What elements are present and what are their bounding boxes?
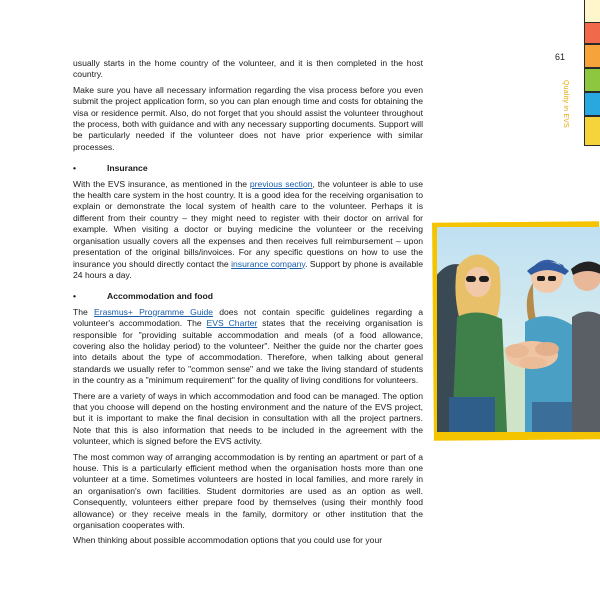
- text-run: The: [73, 306, 94, 317]
- insurance-paragraph: [73, 179, 423, 282]
- insurance-heading: [73, 163, 423, 174]
- insurance-heading-text: Insurance: [107, 163, 148, 174]
- document-body: [73, 58, 423, 551]
- bullet-icon: •: [73, 291, 77, 302]
- insurance-company-link[interactable]: insurance company: [231, 258, 306, 269]
- text-run: does not contain specific guidelines regarding a volunteer's accommodation. The: [73, 306, 423, 329]
- text-run: , the volunteer is able to use the health care system in the host country. It is a good idea for the receiving organisation to explain or demonstrate the local system of health care to the volunteer. Perhaps it is different from their country – they might need to register with their doctor on arrival for example. When visiting a doctor or buying medicine the volunteer or the receiving organisation usually covers all the expenses and then receives full reimbursement – upon presentation of the original bills/invoices. For any specific questions on how to use the insurance you should directly contact the: [73, 178, 423, 269]
- side-tab-edge: [584, 0, 600, 22]
- group-photo: [437, 227, 600, 432]
- accommodation-heading: [73, 291, 423, 302]
- accommodation-paragraph-2: There are a variety of ways in which accommodation and food can be managed. The option that you choose will depend on the hosting environment and the nature of the EVS project, but it is important to make the final decision in consultation with all the project partners. Note that this is also information that needs to be included in the agreement with the volunteer, which is signed before the EVS activity.: [73, 390, 423, 447]
- side-section-label: Quality in EVS: [562, 80, 569, 128]
- intro-paragraph-1: usually starts in the home country of the volunteer, and it is then completed in the host country.: [73, 58, 423, 80]
- accommodation-heading-text: Accommodation and food: [107, 291, 213, 302]
- chapter-tab-5[interactable]: [584, 116, 600, 146]
- group-photo-illustration: [437, 227, 600, 432]
- page-number: 61: [555, 52, 566, 62]
- accommodation-paragraph-1: [73, 307, 423, 387]
- intro-paragraph-2: Make sure you have all necessary information regarding the visa process before you even submit the project application form, so you can plan enough time and costs for obtaining the visa or residence permit. Also, do not forget that you should assist the volunteer throughout the process, both with guidance and with any necessary supporting documents. Support will be particularly needed if the volunteer does not have prior experience with similar processes.: [73, 84, 423, 152]
- chapter-tab-4[interactable]: [584, 92, 600, 116]
- accommodation-paragraph-4: When thinking about possible accommodation options that you could use for your: [73, 535, 383, 546]
- bullet-icon: •: [73, 163, 77, 174]
- text-run: With the EVS insurance, as mentioned in the: [73, 178, 250, 189]
- evs-charter-link[interactable]: EVS Charter: [206, 318, 258, 329]
- previous-section-link[interactable]: previous section: [249, 178, 313, 189]
- chapter-tab-3[interactable]: [584, 68, 600, 92]
- accommodation-paragraph-3: The most common way of arranging accommodation is by renting an apartment or part of a house. This is a particularly efficient method when the organisation hosts more than one volunteer at a time. Sometimes volunteers are hosted in local families, and more rarely in an organisation's own facilities. Student dormitories are used as an option as well. Consequently, volunteers either prepare food by themselves (using their monthly food allowance) or they receive meals in the family, dormitory or other institution that the organisation cooperates with.: [73, 451, 423, 531]
- text-run: . Support by phone is available 24 hours a day.: [73, 258, 423, 280]
- erasmus-programme-guide-link[interactable]: Erasmus+ Programme Guide: [93, 306, 214, 317]
- chapter-tab-1[interactable]: [584, 22, 600, 44]
- text-run: states that the receiving organisation is responsible for "providing suitable accommodation and meals (of a food allowance, covering also the holiday period) to the volunteer". Neither the guide nor the charter goes into details about the type of accommodation. Therefore, when talking about general standards we usually refer to "common sense" and we take the living standard of students in the country as a "minimum requirement" for the quality of living conditions for volunteers.: [73, 318, 423, 386]
- chapter-tab-2[interactable]: [584, 44, 600, 68]
